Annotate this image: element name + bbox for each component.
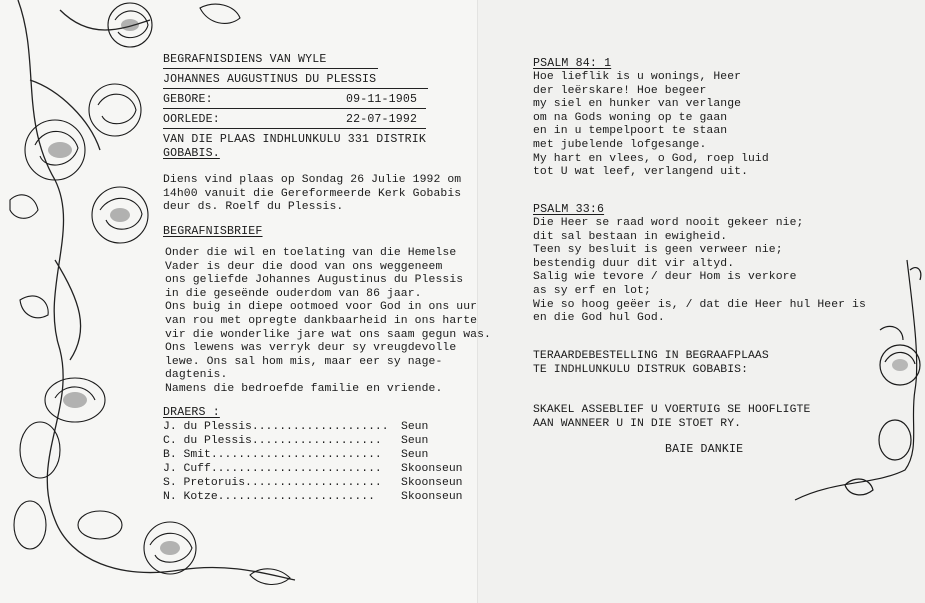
psalm1-line: tot U wat leef, verlangend uit.: [533, 166, 749, 179]
psalm1-block: [533, 71, 769, 180]
letter-line: Namens die bedroefde familie en vriende.: [165, 382, 443, 395]
farm-line: VAN DIE PLAAS INDHLUNKULU 331 DISTRIK: [163, 133, 426, 146]
service-line: 14h00 vanuit die Gereformeerde Kerk Gobabis: [163, 187, 462, 200]
bearer-relation: Seun: [401, 449, 429, 461]
bearer-relation: Skoonseun: [401, 491, 463, 503]
burial-line: TE INDHLUNKULU DISTRUK GOBABIS:: [533, 363, 749, 376]
psalm1-line: my siel en hunker van verlange: [533, 98, 742, 111]
letter-line: in die geseënde ouderdom van 86 jaar.: [165, 287, 422, 300]
psalm1-line: der leërskare! Hoe begeer: [533, 84, 707, 97]
letter-line: Onder die wil en toelating van die Hemelse: [165, 247, 457, 259]
psalm2-line: Wie so hoog geëer is, / dat die Heer hul Heer is: [533, 298, 866, 311]
bearer-row: [163, 449, 429, 462]
service-line: Diens vind plaas op Sondag 26 Julie 1992 om: [163, 174, 462, 186]
service-line: deur ds. Roelf du Plessis.: [163, 201, 344, 214]
bearer-name: C. du Plessis...................: [163, 435, 382, 447]
psalm1-line: om na Gods woning op te gaan: [533, 111, 728, 124]
name-rule: [163, 88, 428, 89]
bearer-name: J. du Plessis....................: [163, 421, 389, 433]
psalm1-line: Hoe lieflik is u wonings, Heer: [533, 71, 742, 83]
headlights-line: SKAKEL ASSEBLIEF U VOERTUIG SE HOOFLIGTE: [533, 404, 811, 416]
psalm2-line: Die Heer se raad word nooit gekeer nie;: [533, 217, 804, 229]
psalm2-line: en die God hul God.: [533, 312, 665, 325]
bearer-row: [163, 463, 463, 476]
bearer-name: B. Smit.........................: [163, 449, 382, 461]
born-rule: [163, 108, 426, 109]
born-label: GEBORE:: [163, 93, 213, 106]
letter-line: lewe. Ons sal hom mis, maar eer sy nage-: [165, 355, 443, 368]
psalm2-line: bestendig duur dit vir altyd.: [533, 257, 735, 270]
bearer-name: J. Cuff.........................: [163, 463, 382, 475]
died-label: OORLEDE:: [163, 113, 220, 126]
bearer-relation: Seun: [401, 435, 429, 447]
psalm2-line: Teen sy besluit is geen verweer nie;: [533, 244, 783, 257]
psalm2-line: dit sal bestaan in ewigheid.: [533, 230, 728, 243]
psalm2-line: as sy erf en lot;: [533, 284, 651, 297]
bearer-relation: Skoonseun: [401, 463, 463, 475]
burial-line: TERAARDEBESTELLING IN BEGRAAFPLAAS: [533, 350, 769, 362]
headlights-block: [533, 404, 810, 431]
farm-line-2: GOBABIS.: [163, 147, 220, 160]
bearer-row: [163, 435, 429, 448]
bearers-heading: DRAERS :: [163, 406, 220, 419]
bearer-relation: Skoonseun: [401, 477, 463, 489]
letter-line: dagtenis.: [165, 369, 228, 382]
letter-line: van rou met opregte dankbaarheid in ons harte: [165, 314, 478, 327]
psalm2-heading: PSALM 33:6: [533, 203, 605, 216]
letter-line: Vader is deur die dood van ons weggeneem: [165, 260, 443, 273]
letter-line: ons geliefde Johannes Augustinus du Plessis: [165, 274, 464, 287]
psalm2-block: [533, 217, 866, 326]
letter-line: Ons lewens was verryk deur sy vreugdevolle: [165, 342, 457, 355]
died-date: 22-07-1992: [346, 113, 418, 126]
bearer-row: [163, 491, 463, 504]
deceased-name: JOHANNES AUGUSTINUS DU PLESSIS: [163, 73, 377, 86]
psalm1-heading: PSALM 84: 1: [533, 57, 612, 70]
letter-line: Ons buig in diepe ootmoed voor God in ons uur: [165, 301, 478, 314]
born-date: 09-11-1905: [346, 93, 418, 106]
letter-heading: BEGRAFNISBRIEF: [163, 225, 263, 238]
psalm1-line: My hart en vlees, o God, roep luid: [533, 152, 769, 165]
died-rule: [163, 128, 426, 129]
bearer-name: S. Pretoruis....................: [163, 477, 382, 489]
letter-line: vir die wonderlike jare wat ons saam gegun was.: [165, 328, 491, 341]
bearer-row: [163, 421, 429, 434]
headlights-line: AAN WANNEER U IN DIE STOET RY.: [533, 417, 742, 430]
psalm1-line: met jubelende lofgesange.: [533, 138, 707, 151]
bearer-name: N. Kotze.......................: [163, 491, 375, 503]
service-block: [163, 174, 461, 215]
bearer-row: [163, 477, 463, 490]
psalm1-line: en in u tempelpoort te staan: [533, 125, 728, 138]
thanks-text: BAIE DANKIE: [665, 443, 744, 456]
header-title: BEGRAFNISDIENS VAN WYLE: [163, 53, 327, 66]
header-rule: [163, 68, 378, 69]
psalm2-line: Salig wie tevore / deur Hom is verkore: [533, 271, 797, 284]
bearer-relation: Seun: [401, 421, 429, 433]
letter-block: [165, 247, 491, 397]
burial-block: [533, 350, 769, 377]
